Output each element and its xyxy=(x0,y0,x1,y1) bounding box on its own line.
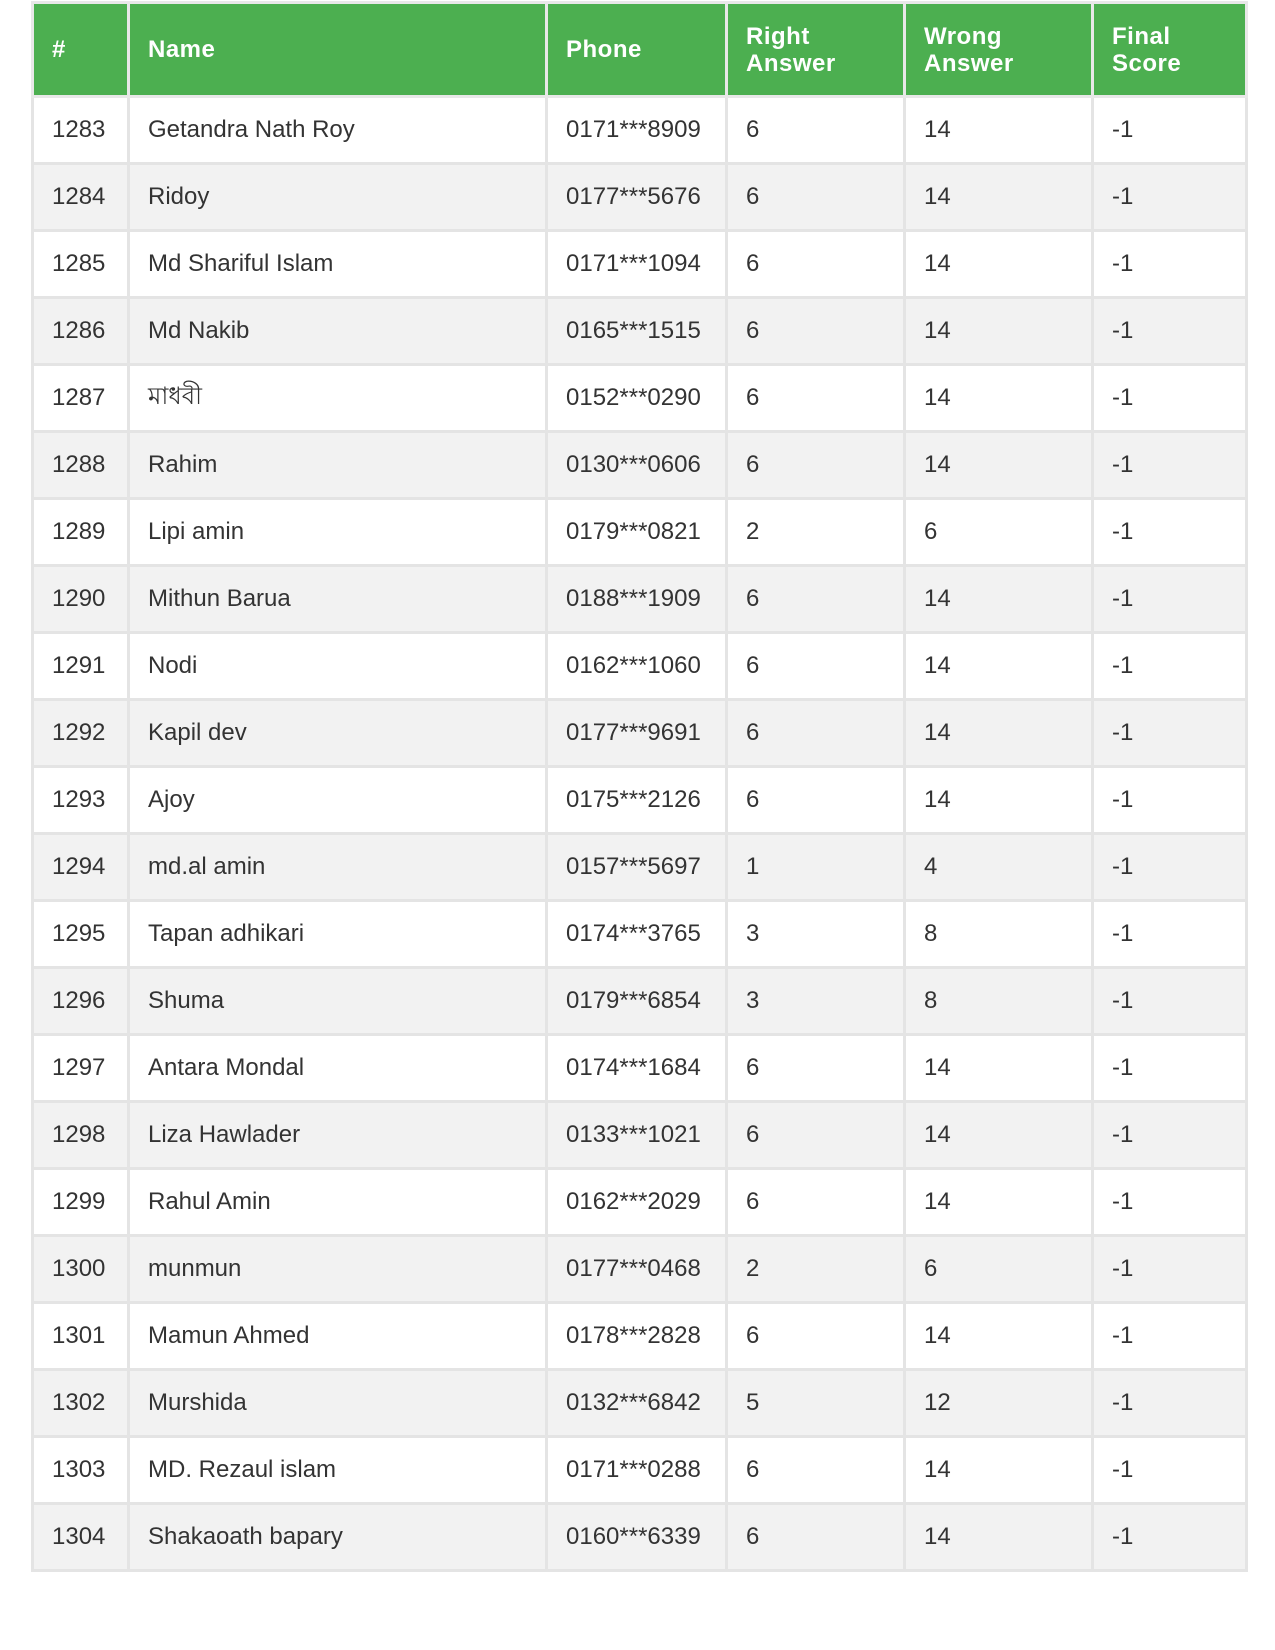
cell-right-answer: 2 xyxy=(727,1236,905,1303)
cell-final-score: -1 xyxy=(1093,834,1247,901)
cell-phone: 0179***0821 xyxy=(547,499,727,566)
cell-final-score: -1 xyxy=(1093,1303,1247,1370)
header-final-score xyxy=(1093,3,1247,97)
table-row xyxy=(33,231,1247,298)
cell-right-answer: 6 xyxy=(727,1169,905,1236)
cell-final-score: -1 xyxy=(1093,1437,1247,1504)
table-row xyxy=(33,1169,1247,1236)
cell-final-score: -1 xyxy=(1093,566,1247,633)
table-row xyxy=(33,566,1247,633)
header-right-answer-line1: Right xyxy=(746,22,810,50)
cell-number: 1304 xyxy=(33,1504,129,1571)
cell-final-score: -1 xyxy=(1093,1504,1247,1571)
cell-name: Antara Mondal xyxy=(129,1035,547,1102)
cell-final-score: -1 xyxy=(1093,1370,1247,1437)
cell-number: 1284 xyxy=(33,164,129,231)
header-final-score-line1: Final xyxy=(1112,22,1171,50)
cell-number: 1285 xyxy=(33,231,129,298)
cell-name: md.al amin xyxy=(129,834,547,901)
cell-number: 1294 xyxy=(33,834,129,901)
table-row xyxy=(33,1504,1247,1571)
cell-phone: 0175***2126 xyxy=(547,767,727,834)
cell-name: munmun xyxy=(129,1236,547,1303)
cell-number: 1287 xyxy=(33,365,129,432)
cell-right-answer: 6 xyxy=(727,1035,905,1102)
cell-final-score: -1 xyxy=(1093,164,1247,231)
cell-name: Ridoy xyxy=(129,164,547,231)
cell-right-answer: 5 xyxy=(727,1370,905,1437)
cell-wrong-answer: 14 xyxy=(905,365,1093,432)
cell-phone: 0165***1515 xyxy=(547,298,727,365)
cell-phone: 0177***0468 xyxy=(547,1236,727,1303)
cell-name: Shuma xyxy=(129,968,547,1035)
cell-name: Tapan adhikari xyxy=(129,901,547,968)
cell-number: 1301 xyxy=(33,1303,129,1370)
header-right-answer xyxy=(727,3,905,97)
cell-name: Getandra Nath Roy xyxy=(129,97,547,164)
cell-phone: 0162***1060 xyxy=(547,633,727,700)
cell-phone: 0171***1094 xyxy=(547,231,727,298)
cell-phone: 0188***1909 xyxy=(547,566,727,633)
cell-phone: 0133***1021 xyxy=(547,1102,727,1169)
cell-wrong-answer: 14 xyxy=(905,432,1093,499)
cell-phone: 0171***8909 xyxy=(547,97,727,164)
table-row xyxy=(33,432,1247,499)
cell-phone: 0160***6339 xyxy=(547,1504,727,1571)
table-row xyxy=(33,700,1247,767)
cell-name: Murshida xyxy=(129,1370,547,1437)
cell-final-score: -1 xyxy=(1093,432,1247,499)
cell-number: 1293 xyxy=(33,767,129,834)
cell-name: Liza Hawlader xyxy=(129,1102,547,1169)
header-wrong-answer-line2: Answer xyxy=(924,49,1014,77)
header-phone: Phone xyxy=(547,3,727,97)
cell-right-answer: 3 xyxy=(727,968,905,1035)
cell-name: Lipi amin xyxy=(129,499,547,566)
cell-wrong-answer: 14 xyxy=(905,1437,1093,1504)
cell-number: 1283 xyxy=(33,97,129,164)
cell-final-score: -1 xyxy=(1093,1035,1247,1102)
cell-final-score: -1 xyxy=(1093,968,1247,1035)
cell-phone: 0174***1684 xyxy=(547,1035,727,1102)
table-row xyxy=(33,365,1247,432)
cell-right-answer: 1 xyxy=(727,834,905,901)
cell-name: মাধবী xyxy=(129,365,547,432)
cell-right-answer: 6 xyxy=(727,97,905,164)
cell-name: Rahul Amin xyxy=(129,1169,547,1236)
table-header xyxy=(33,3,1247,97)
cell-final-score: -1 xyxy=(1093,633,1247,700)
cell-final-score: -1 xyxy=(1093,97,1247,164)
cell-name: Kapil dev xyxy=(129,700,547,767)
cell-phone: 0171***0288 xyxy=(547,1437,727,1504)
cell-wrong-answer: 6 xyxy=(905,499,1093,566)
cell-final-score: -1 xyxy=(1093,231,1247,298)
cell-number: 1291 xyxy=(33,633,129,700)
cell-right-answer: 6 xyxy=(727,1504,905,1571)
cell-number: 1286 xyxy=(33,298,129,365)
cell-right-answer: 2 xyxy=(727,499,905,566)
cell-right-answer: 6 xyxy=(727,231,905,298)
cell-name: Rahim xyxy=(129,432,547,499)
cell-right-answer: 6 xyxy=(727,633,905,700)
header-right-answer-line2: Answer xyxy=(746,49,836,77)
cell-phone: 0179***6854 xyxy=(547,968,727,1035)
cell-name: Shakaoath bapary xyxy=(129,1504,547,1571)
cell-wrong-answer: 14 xyxy=(905,164,1093,231)
cell-number: 1288 xyxy=(33,432,129,499)
cell-wrong-answer: 12 xyxy=(905,1370,1093,1437)
cell-final-score: -1 xyxy=(1093,298,1247,365)
cell-phone: 0177***5676 xyxy=(547,164,727,231)
cell-wrong-answer: 14 xyxy=(905,1169,1093,1236)
cell-phone: 0157***5697 xyxy=(547,834,727,901)
cell-final-score: -1 xyxy=(1093,700,1247,767)
cell-final-score: -1 xyxy=(1093,1102,1247,1169)
cell-wrong-answer: 14 xyxy=(905,1504,1093,1571)
cell-final-score: -1 xyxy=(1093,767,1247,834)
header-wrong-answer-line1: Wrong xyxy=(924,22,1003,50)
cell-wrong-answer: 8 xyxy=(905,968,1093,1035)
cell-final-score: -1 xyxy=(1093,1236,1247,1303)
header-wrong-answer xyxy=(905,3,1093,97)
cell-phone: 0130***0606 xyxy=(547,432,727,499)
cell-right-answer: 6 xyxy=(727,700,905,767)
cell-name: Md Nakib xyxy=(129,298,547,365)
cell-number: 1302 xyxy=(33,1370,129,1437)
cell-name: Ajoy xyxy=(129,767,547,834)
table-row xyxy=(33,901,1247,968)
cell-number: 1295 xyxy=(33,901,129,968)
table-row xyxy=(33,1035,1247,1102)
header-final-score-line2: Score xyxy=(1112,49,1182,77)
cell-wrong-answer: 14 xyxy=(905,633,1093,700)
header-name: Name xyxy=(129,3,547,97)
cell-phone: 0178***2828 xyxy=(547,1303,727,1370)
cell-wrong-answer: 14 xyxy=(905,231,1093,298)
cell-wrong-answer: 14 xyxy=(905,1303,1093,1370)
cell-number: 1303 xyxy=(33,1437,129,1504)
cell-name: Mithun Barua xyxy=(129,566,547,633)
cell-name: Md Shariful Islam xyxy=(129,231,547,298)
table-row xyxy=(33,968,1247,1035)
table-row xyxy=(33,767,1247,834)
cell-wrong-answer: 14 xyxy=(905,1102,1093,1169)
table-row xyxy=(33,1303,1247,1370)
results-table xyxy=(31,1,1248,1572)
table-row xyxy=(33,834,1247,901)
cell-wrong-answer: 6 xyxy=(905,1236,1093,1303)
cell-final-score: -1 xyxy=(1093,499,1247,566)
table-row xyxy=(33,1236,1247,1303)
cell-number: 1290 xyxy=(33,566,129,633)
cell-number: 1289 xyxy=(33,499,129,566)
cell-right-answer: 6 xyxy=(727,1303,905,1370)
table-body xyxy=(33,97,1247,1571)
cell-wrong-answer: 14 xyxy=(905,298,1093,365)
cell-phone: 0177***9691 xyxy=(547,700,727,767)
cell-right-answer: 6 xyxy=(727,1437,905,1504)
cell-final-score: -1 xyxy=(1093,365,1247,432)
cell-phone: 0162***2029 xyxy=(547,1169,727,1236)
table-row xyxy=(33,633,1247,700)
table-row xyxy=(33,298,1247,365)
cell-right-answer: 6 xyxy=(727,298,905,365)
table-row xyxy=(33,1370,1247,1437)
cell-final-score: -1 xyxy=(1093,901,1247,968)
cell-name: Nodi xyxy=(129,633,547,700)
cell-name: Mamun Ahmed xyxy=(129,1303,547,1370)
cell-number: 1292 xyxy=(33,700,129,767)
table-row xyxy=(33,1102,1247,1169)
cell-number: 1300 xyxy=(33,1236,129,1303)
cell-right-answer: 6 xyxy=(727,566,905,633)
cell-wrong-answer: 14 xyxy=(905,767,1093,834)
cell-right-answer: 6 xyxy=(727,1102,905,1169)
table-row xyxy=(33,164,1247,231)
cell-phone: 0132***6842 xyxy=(547,1370,727,1437)
cell-wrong-answer: 14 xyxy=(905,97,1093,164)
cell-phone: 0152***0290 xyxy=(547,365,727,432)
cell-wrong-answer: 14 xyxy=(905,700,1093,767)
cell-right-answer: 6 xyxy=(727,365,905,432)
table-row xyxy=(33,97,1247,164)
header-number: # xyxy=(33,3,129,97)
cell-wrong-answer: 14 xyxy=(905,1035,1093,1102)
cell-final-score: -1 xyxy=(1093,1169,1247,1236)
header-row xyxy=(33,3,1247,97)
cell-right-answer: 6 xyxy=(727,432,905,499)
cell-phone: 0174***3765 xyxy=(547,901,727,968)
cell-number: 1296 xyxy=(33,968,129,1035)
cell-right-answer: 6 xyxy=(727,767,905,834)
cell-right-answer: 3 xyxy=(727,901,905,968)
cell-number: 1297 xyxy=(33,1035,129,1102)
table-row xyxy=(33,499,1247,566)
table-row xyxy=(33,1437,1247,1504)
cell-right-answer: 6 xyxy=(727,164,905,231)
cell-number: 1298 xyxy=(33,1102,129,1169)
cell-name: MD. Rezaul islam xyxy=(129,1437,547,1504)
cell-number: 1299 xyxy=(33,1169,129,1236)
cell-wrong-answer: 8 xyxy=(905,901,1093,968)
cell-wrong-answer: 14 xyxy=(905,566,1093,633)
cell-wrong-answer: 4 xyxy=(905,834,1093,901)
